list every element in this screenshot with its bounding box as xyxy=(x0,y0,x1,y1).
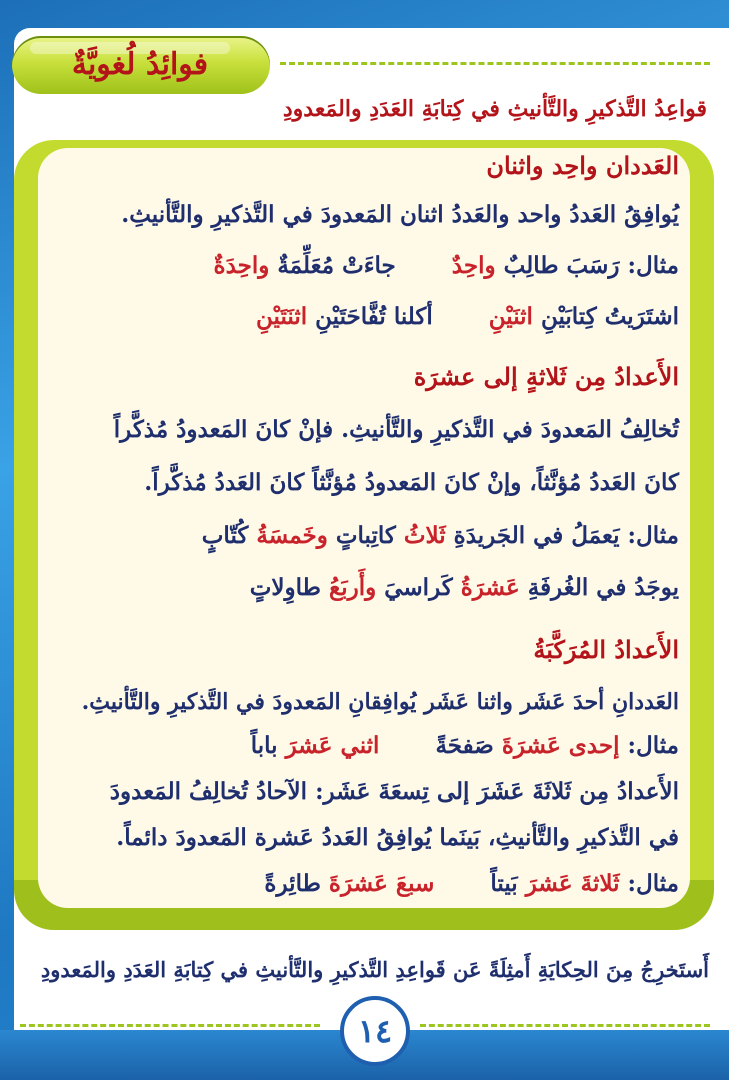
example-text: كَراسيَ xyxy=(384,574,453,601)
example-text: جاءَتْ مُعَلِّمَةٌ xyxy=(277,252,396,279)
section3-rule-line1: العَددانِ أحدَ عَشَر واثنا عَشَر يُوافِقانِ المَعدودَ في التَّذكيرِ والتَّأنيثِ. xyxy=(81,689,679,715)
example-number: اثنَيْنِ xyxy=(488,303,533,330)
example-text: باباً xyxy=(250,732,278,759)
example-number: عَشرَةُ xyxy=(460,574,520,601)
bottom-dashed-divider-left xyxy=(20,1024,320,1027)
example-number: سبعَ عَشرَةَ xyxy=(328,870,435,897)
example-text: اشتَرَيتُ كِتابَيْنِ xyxy=(540,303,679,330)
example-text: يوجَدُ في الغُرفَةِ xyxy=(527,574,679,601)
example-text: بَيتاً xyxy=(490,870,518,897)
example-number: وأَربَعُ xyxy=(328,574,377,601)
section3-rule-line3: في التَّذكيرِ والتَّأنيثِ، بَينَما يُوافِقُ العَددُ عَشرة المَعدودَ دائماً. xyxy=(116,824,679,851)
section1-example-row1 xyxy=(49,246,679,286)
example-number: اثنَتَيْنِ xyxy=(256,303,308,330)
section2-rule-line2: كانَ العَددُ مُؤنَّثاً، وإنْ كانَ المَعدودُ مُؤنَّثاً كانَ العَددُ مُذكَّراً. xyxy=(144,469,679,496)
example-label: مثال: xyxy=(627,870,679,897)
section2-heading: الأَعدادُ مِن ثَلاثةٍ إلى عشرَة xyxy=(413,362,679,391)
section3-heading: الأَعدادُ المُرَكَّبَةُ xyxy=(533,635,679,664)
example-text: صَفحَةً xyxy=(435,732,494,759)
example-label: مثال: xyxy=(627,522,679,549)
example-number: اثني عَشرَ xyxy=(285,732,380,759)
section1-heading: العَددان واحِد واثنان xyxy=(486,151,679,180)
example-number: إحدى عَشرَةَ xyxy=(501,732,620,759)
example-text: كُتّابٍ xyxy=(201,522,249,549)
top-dashed-divider xyxy=(280,62,710,65)
section2-example-row1 xyxy=(49,516,679,556)
example-number: واحِدٌ xyxy=(451,252,496,279)
section3-rule-line2: الأَعدادُ مِن ثَلاثَةَ عَشَرَ إلى تِسعَةَ عَشَر: الآحادُ تُخالِفُ المَعدودَ xyxy=(109,778,679,805)
example-text: طائِرةً xyxy=(264,870,321,897)
bottom-dashed-divider-right xyxy=(420,1024,710,1027)
example-text: رَسَبَ طالِبٌ xyxy=(503,252,620,279)
example-number: ثَلاثُ xyxy=(403,522,446,549)
section3-example-row1 xyxy=(49,726,679,766)
example-number: وخَمسَةُ xyxy=(256,522,328,549)
banner-title: فوائِدُ لُغويَّةٌ xyxy=(71,47,209,82)
example-label: مثال: xyxy=(627,732,679,759)
example-text: يَعمَلُ في الجَريدَةِ xyxy=(453,522,620,549)
example-number: واحِدَةٌ xyxy=(213,252,270,279)
section2-example-row2 xyxy=(49,568,679,608)
example-text: كاتِباتٍ xyxy=(335,522,396,549)
section2-rule-line1: تُخالِفُ المَعدودَ في التَّذكيرِ والتَّأنيثِ. فإنْ كانَ المَعدودُ مُذكَّراً xyxy=(113,416,679,443)
section3-example-row2 xyxy=(49,864,679,904)
section1-example-row2 xyxy=(49,297,679,337)
example-label: مثال: xyxy=(627,252,679,279)
exercise-instruction: أَستَخرِجُ مِنَ الحِكايَةِ أَمثِلَةً عَن قَواعِدِ التَّذكيرِ والتَّأنيثِ في كِتابَةِ العَدَدِ والمَعدودِ xyxy=(40,957,709,982)
example-number: ثَلاثةَ عَشرَ xyxy=(525,870,620,897)
section1-rule: يُوافِقُ العَددُ واحد والعَددُ اثنان المَعدودَ في التَّذكيرِ والتَّأنيثِ. xyxy=(121,201,679,228)
page-number-badge: ١٤ xyxy=(340,996,410,1066)
example-text: أكلنا تُفَّاحَتَيْنِ xyxy=(315,303,433,330)
main-heading: قواعِدُ التَّذكيرِ والتَّأنيثِ في كِتابَةِ العَدَدِ والمَعدودِ xyxy=(282,96,707,122)
example-text: طاوِلاتٍ xyxy=(249,574,321,601)
